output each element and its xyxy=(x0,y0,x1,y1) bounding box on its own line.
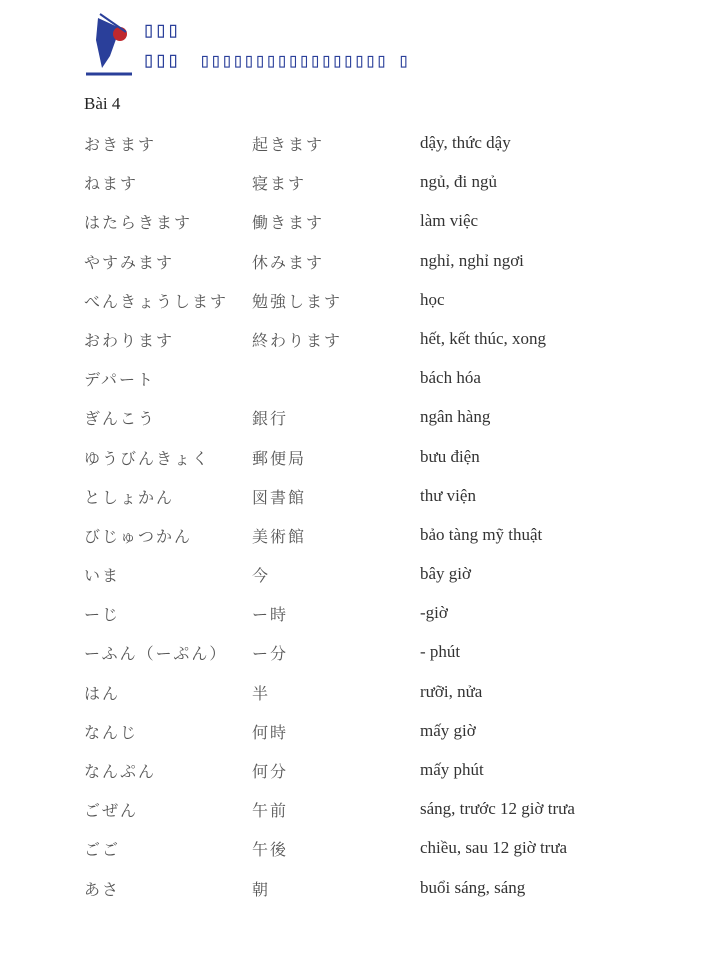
vocab-row xyxy=(84,555,684,594)
logo-emblem-icon xyxy=(80,10,136,80)
vocab-kana: としょかん xyxy=(84,487,175,507)
vocab-kanji: 寝ます xyxy=(252,174,307,194)
vocab-kanji: ー分 xyxy=(252,644,289,664)
vocab-row xyxy=(84,869,684,908)
vocab-row xyxy=(84,477,684,516)
vocab-row xyxy=(84,829,684,868)
vocab-kanji: 朝 xyxy=(252,879,271,899)
vocab-kana: おわります xyxy=(84,330,175,350)
vocab-kana: やすみます xyxy=(84,252,175,272)
vocab-meaning: hết, kết thúc, xong xyxy=(420,328,547,348)
vocab-kana: びじゅつかん xyxy=(84,526,193,546)
vocab-kana: おきます xyxy=(84,135,157,154)
vocab-meaning: ngân hàng xyxy=(420,407,491,427)
vocab-kana: はたらきます xyxy=(84,213,193,233)
vocab-kana: なんじ xyxy=(84,722,139,742)
site-logo[interactable] xyxy=(80,10,409,85)
logo-text-line2-sub: ▯▯▯▯▯▯▯▯▯▯▯▯▯▯▯▯▯ ▯ xyxy=(199,48,409,72)
vocab-row xyxy=(84,359,684,398)
vocab-kanji: 半 xyxy=(252,683,271,703)
vocab-row xyxy=(84,751,684,790)
vocab-meaning: thư viện xyxy=(420,485,476,505)
vocab-kanji: 働きます xyxy=(252,213,325,233)
vocab-meaning: chiều, sau 12 giờ trưa xyxy=(420,838,568,858)
logo-text-line2-main: ▯▯▯ xyxy=(142,48,179,73)
vocab-row xyxy=(84,673,684,712)
vocab-kanji: 何時 xyxy=(252,722,289,742)
vocab-meaning: bưu điện xyxy=(420,446,480,466)
vocab-kana: ねます xyxy=(84,174,139,194)
vocab-kana: ーじ xyxy=(84,605,121,625)
vocab-meaning: mấy giờ xyxy=(420,720,476,740)
vocab-row xyxy=(84,790,684,829)
vocab-kana: デパート xyxy=(84,370,156,390)
vocab-row xyxy=(84,163,684,202)
vocab-meaning: học xyxy=(420,289,445,309)
vocab-meaning: bảo tàng mỹ thuật xyxy=(420,524,543,544)
vocab-row xyxy=(84,594,684,633)
vocab-kanji: 午後 xyxy=(252,840,289,860)
vocab-row xyxy=(84,438,684,477)
vocab-meaning: làm việc xyxy=(420,211,479,231)
vocab-kanji: 銀行 xyxy=(252,409,289,429)
vocab-kanji: 郵便局 xyxy=(252,448,307,468)
vocab-meaning: mấy phút xyxy=(420,760,484,779)
logo-text-line1: ▯▯▯ xyxy=(142,18,179,43)
vocab-kana: ゆうびんきょく xyxy=(84,448,211,468)
vocab-kanji: 美術館 xyxy=(252,526,307,546)
vocab-meaning: rưỡi, nửa xyxy=(420,681,483,701)
vocab-row xyxy=(84,281,684,320)
vocab-list xyxy=(84,124,684,908)
vocab-kana: なんぷん xyxy=(84,762,157,781)
vocab-row xyxy=(84,633,684,672)
vocab-meaning: dậy, thức dậy xyxy=(420,133,511,152)
vocab-kana: ごぜん xyxy=(84,801,139,821)
vocab-kana: はん xyxy=(84,683,121,703)
vocab-kanji: 午前 xyxy=(252,801,289,821)
vocab-row xyxy=(84,124,684,163)
vocab-kanji: 何分 xyxy=(252,762,289,781)
vocab-meaning: ngủ, đi ngủ xyxy=(420,172,497,192)
vocab-row xyxy=(84,712,684,751)
vocab-row xyxy=(84,202,684,241)
vocab-meaning: - phút xyxy=(420,642,461,662)
vocab-kana: あさ xyxy=(84,879,121,899)
vocab-kanji: 今 xyxy=(252,566,271,586)
vocab-meaning: nghỉ, nghỉ ngơi xyxy=(420,250,524,270)
vocab-kana: いま xyxy=(84,566,121,586)
logo-text-line2 xyxy=(142,48,409,73)
vocab-kanji: 勉強します xyxy=(252,291,343,311)
vocab-kanji: ー時 xyxy=(252,605,289,625)
vocab-kana: ごご xyxy=(84,840,121,860)
vocab-row xyxy=(84,516,684,555)
vocab-meaning: bách hóa xyxy=(420,368,481,388)
vocab-meaning: -giờ xyxy=(420,603,448,623)
vocab-kanji: 起きます xyxy=(252,135,325,154)
vocab-kana: ぎんこう xyxy=(84,409,157,429)
vocab-meaning: sáng, trước 12 giờ trưa xyxy=(420,799,575,819)
vocab-meaning: buổi sáng, sáng xyxy=(420,877,526,897)
vocab-row xyxy=(84,320,684,359)
vocab-kana: ーふん（ーぷん） xyxy=(84,644,228,664)
vocab-kanji: 図書館 xyxy=(252,487,307,507)
vocab-kana: べんきょうします xyxy=(84,291,229,311)
vocab-kanji: 終わります xyxy=(252,330,343,350)
vocab-row xyxy=(84,398,684,437)
lesson-title: Bài 4 xyxy=(84,94,121,113)
vocab-row xyxy=(84,242,684,281)
vocab-kanji: 休みます xyxy=(252,252,325,272)
vocab-meaning: bây giờ xyxy=(420,564,472,584)
